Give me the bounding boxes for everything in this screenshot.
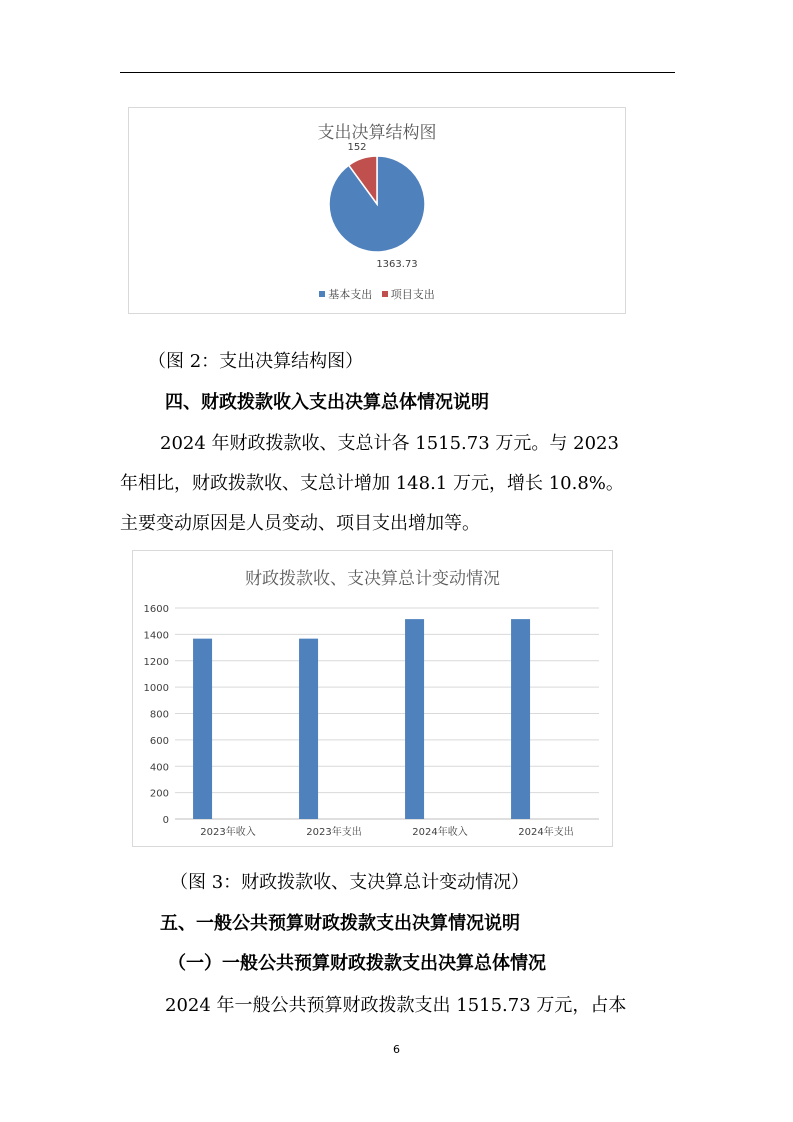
header-rule (120, 72, 675, 73)
pie-value-label-project: 152 (347, 142, 367, 153)
section-5-1-heading: （一）一般公共预算财政拨款支出决算总体情况 (168, 953, 546, 974)
pie-chart (128, 107, 626, 314)
bar-chart (132, 550, 613, 847)
y-tick-label: 200 (149, 788, 169, 800)
legend-item-basic (319, 288, 376, 301)
x-tick-label: 2023年支出 (306, 827, 362, 838)
figure-2-caption: （图 2：支出决算结构图） (148, 351, 364, 372)
x-tick-label: 2023年收入 (200, 827, 256, 838)
legend-swatch-basic (319, 291, 325, 297)
bar-chart-canvas (133, 551, 612, 846)
legend-item-project (382, 288, 435, 301)
y-tick-label: 400 (149, 762, 169, 774)
y-tick-label: 1600 (143, 604, 169, 615)
bar (405, 619, 424, 819)
bar (511, 619, 530, 819)
legend-label-basic: 基本支出 (328, 288, 373, 301)
y-tick-label: 800 (149, 709, 169, 721)
x-tick-label: 2024年支出 (518, 827, 574, 838)
y-tick-label: 1200 (143, 656, 169, 668)
bar (299, 639, 318, 819)
page-number: 6 (393, 1043, 400, 1056)
bar-chart-title: 财政拨款收、支决算总计变动情况 (245, 569, 500, 589)
section-4-heading: 四、财政拨款收入支出决算总体情况说明 (165, 392, 489, 413)
x-tick-label: 2024年收入 (412, 827, 468, 838)
y-tick-label: 1400 (143, 630, 169, 642)
paragraph-2-line-1: 2024 年一般公共预算财政拨款支出 1515.73 万元，占本 (165, 995, 627, 1016)
paragraph-1-line-1: 2024 年财政拨款收、支总计各 1515.73 万元。与 2023 (160, 433, 619, 454)
legend-swatch-project (382, 291, 388, 297)
y-tick-label: 0 (162, 815, 169, 826)
paragraph-1-line-2: 年相比，财政拨款收、支总计增加 148.1 万元，增长 10.8%。 (120, 473, 624, 494)
section-5-heading: 五、一般公共预算财政拨款支出决算情况说明 (160, 913, 520, 934)
pie-chart-title: 支出决算结构图 (317, 123, 437, 143)
paragraph-1-line-3: 主要变动原因是人员变动、项目支出增加等。 (120, 513, 480, 534)
legend-label-project: 项目支出 (390, 288, 435, 301)
y-tick-label: 600 (149, 735, 169, 747)
y-tick-label: 1000 (143, 683, 169, 695)
bar (193, 639, 212, 819)
pie-chart-canvas (129, 108, 625, 313)
pie-chart-legend (129, 286, 625, 302)
pie-value-label-basic: 1363.73 (376, 259, 418, 270)
figure-3-caption: （图 3：财政拨款收、支决算总计变动情况） (170, 872, 530, 893)
